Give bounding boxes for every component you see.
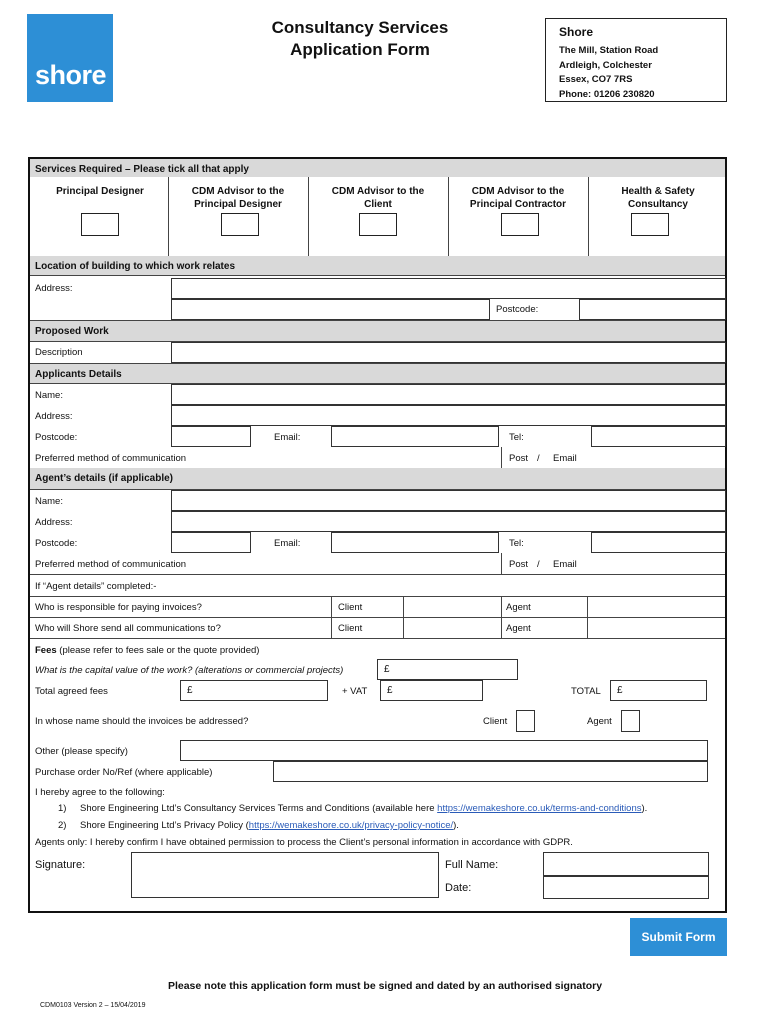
invoice-name-question: In whose name should the invoices be addressed? xyxy=(35,716,249,727)
postcode-label: Postcode: xyxy=(35,432,78,443)
tel-label: Tel: xyxy=(509,538,524,549)
postcode-label: Postcode: xyxy=(35,538,78,549)
address-label: Address: xyxy=(35,411,73,422)
capital-value-input[interactable]: £ xyxy=(377,659,518,680)
service-option-label: Health & Safety Consultancy xyxy=(621,186,695,210)
slash: / xyxy=(537,559,540,570)
email-option[interactable]: Email xyxy=(553,453,577,464)
application-form xyxy=(28,157,727,913)
description-input[interactable] xyxy=(171,342,726,363)
company-address-box xyxy=(545,18,727,102)
communications-question: Who will Shore send all communications to? xyxy=(35,623,221,634)
proposed-work-heading: Proposed Work xyxy=(30,320,725,342)
agent-name-input[interactable] xyxy=(171,490,726,511)
post-option[interactable]: Post xyxy=(509,559,529,570)
applicant-email-input[interactable] xyxy=(331,426,499,447)
principal-designer-checkbox[interactable] xyxy=(81,213,119,236)
services-heading: Services Required – Please tick all that apply xyxy=(30,159,725,177)
tel-label: Tel: xyxy=(509,432,524,443)
page-title: Consultancy Services Application Form xyxy=(271,18,449,59)
description-label: Description xyxy=(35,347,83,358)
applicant-tel-input[interactable] xyxy=(591,426,726,447)
invoices-client-option[interactable]: Client xyxy=(338,602,363,613)
invoice-client-checkbox[interactable] xyxy=(516,710,535,732)
vat-input[interactable]: £ xyxy=(380,680,483,701)
po-input[interactable] xyxy=(273,761,708,782)
invoice-agent-checkbox[interactable] xyxy=(621,710,640,732)
applicant-postcode-input[interactable] xyxy=(171,426,251,447)
slash: / xyxy=(537,453,540,464)
date-input[interactable] xyxy=(543,876,709,899)
logo-text: shore xyxy=(35,60,107,90)
vat-label: + VAT xyxy=(342,686,368,697)
cdm-advisor-client-checkbox[interactable] xyxy=(359,213,397,236)
health-safety-checkbox[interactable] xyxy=(631,213,669,236)
service-option-label: CDM Advisor to the Principal Contractor xyxy=(469,186,567,210)
service-option-label: CDM Advisor to the Client xyxy=(331,186,425,210)
address-label: Address: xyxy=(35,283,73,294)
company-name: Shore xyxy=(559,25,594,39)
comm-method-label: Preferred method of communication xyxy=(35,453,187,464)
agreement-intro: I hereby agree to the following: xyxy=(35,787,165,798)
agent-completed-label: If “Agent details” completed:- xyxy=(35,581,157,592)
email-option[interactable]: Email xyxy=(553,559,577,570)
cdm-advisor-pd-checkbox[interactable] xyxy=(221,213,259,236)
location-address-input-2[interactable] xyxy=(171,299,490,320)
capital-value-question: What is the capital value of the work? (alterations or commercial projects) xyxy=(35,665,344,676)
invoice-client-label: Client xyxy=(483,716,508,727)
agent-postcode-input[interactable] xyxy=(171,532,251,553)
comm-method-label: Preferred method of communication xyxy=(35,559,187,570)
other-input[interactable] xyxy=(180,740,708,761)
signature-label: Signature: xyxy=(35,859,86,871)
agent-tel-input[interactable] xyxy=(591,532,726,553)
terms-link[interactable]: https://wemakeshore.co.uk/terms-and-conditions xyxy=(437,803,642,814)
location-postcode-input[interactable] xyxy=(579,299,726,320)
address-label: Address: xyxy=(35,517,73,528)
total-input[interactable]: £ xyxy=(610,680,707,701)
address-line: The Mill, Station Road xyxy=(559,45,659,56)
agent-address-input[interactable] xyxy=(171,511,726,532)
service-option-label: CDM Advisor to the Principal Designer xyxy=(191,186,285,210)
po-label: Purchase order No/Ref (where applicable) xyxy=(35,767,213,778)
full-name-input[interactable] xyxy=(543,852,709,876)
cdm-advisor-pc-checkbox[interactable] xyxy=(501,213,539,236)
version-label: CDM0103 Version 2 – 15/04/2019 xyxy=(40,1002,146,1009)
comms-agent-option[interactable]: Agent xyxy=(506,623,531,634)
date-label: Date: xyxy=(445,882,472,894)
comms-client-option[interactable]: Client xyxy=(338,623,363,634)
location-heading: Location of building to which work relates xyxy=(30,256,725,276)
name-label: Name: xyxy=(35,496,63,507)
total-label: TOTAL xyxy=(571,686,601,697)
location-address-input[interactable] xyxy=(171,278,726,299)
address-line: Essex, CO7 7RS xyxy=(559,74,633,85)
email-label: Email: xyxy=(274,538,301,549)
invoices-question: Who is responsible for paying invoices? xyxy=(35,602,202,613)
signatory-note: Please note this application form must be signed and dated by an authorised signatory xyxy=(167,980,603,992)
invoices-agent-option[interactable]: Agent xyxy=(506,602,531,613)
signature-input[interactable] xyxy=(131,852,439,898)
agreement-item-terms: Shore Engineering Ltd’s Consultancy Services Terms and Conditions (available here https://wemakeshore.co.uk/terms-and-conditions). xyxy=(80,803,648,814)
agreement-item-privacy: Shore Engineering Ltd’s Privacy Policy (https://wemakeshore.co.uk/privacy-policy-notice/). xyxy=(80,820,459,831)
fees-heading: Fees (please refer to fees sale or the quote provided) xyxy=(35,645,260,656)
agent-heading: Agent’s details (if applicable) xyxy=(30,468,725,490)
privacy-link[interactable]: https://wemakeshore.co.uk/privacy-policy-notice/ xyxy=(248,820,454,831)
agents-only-statement: Agents only: I hereby confirm I have obtained permission to process the Client’s personal information in accordance with GDPR. xyxy=(35,837,573,848)
full-name-label: Full Name: xyxy=(445,859,499,871)
agent-email-input[interactable] xyxy=(331,532,499,553)
service-option-label: Principal Designer xyxy=(56,186,144,197)
invoice-agent-label: Agent xyxy=(587,716,612,727)
applicant-name-input[interactable] xyxy=(171,384,726,405)
post-option[interactable]: Post xyxy=(509,453,529,464)
agreement-item-number: 1) xyxy=(58,803,67,814)
postcode-label: Postcode: xyxy=(496,304,539,315)
address-line: Phone: 01206 230820 xyxy=(559,88,655,100)
applicant-address-input[interactable] xyxy=(171,405,726,426)
total-fees-label: Total agreed fees xyxy=(35,686,108,697)
name-label: Name: xyxy=(35,390,63,401)
other-label: Other (please specify) xyxy=(35,746,128,757)
email-label: Email: xyxy=(274,432,301,443)
submit-form-button[interactable]: Submit Form xyxy=(630,918,727,956)
shore-logo xyxy=(27,14,113,102)
total-fees-input[interactable]: £ xyxy=(180,680,328,701)
applicants-heading: Applicants Details xyxy=(30,363,725,384)
address-line: Ardleigh, Colchester xyxy=(559,59,652,71)
agreement-item-number: 2) xyxy=(58,820,67,831)
